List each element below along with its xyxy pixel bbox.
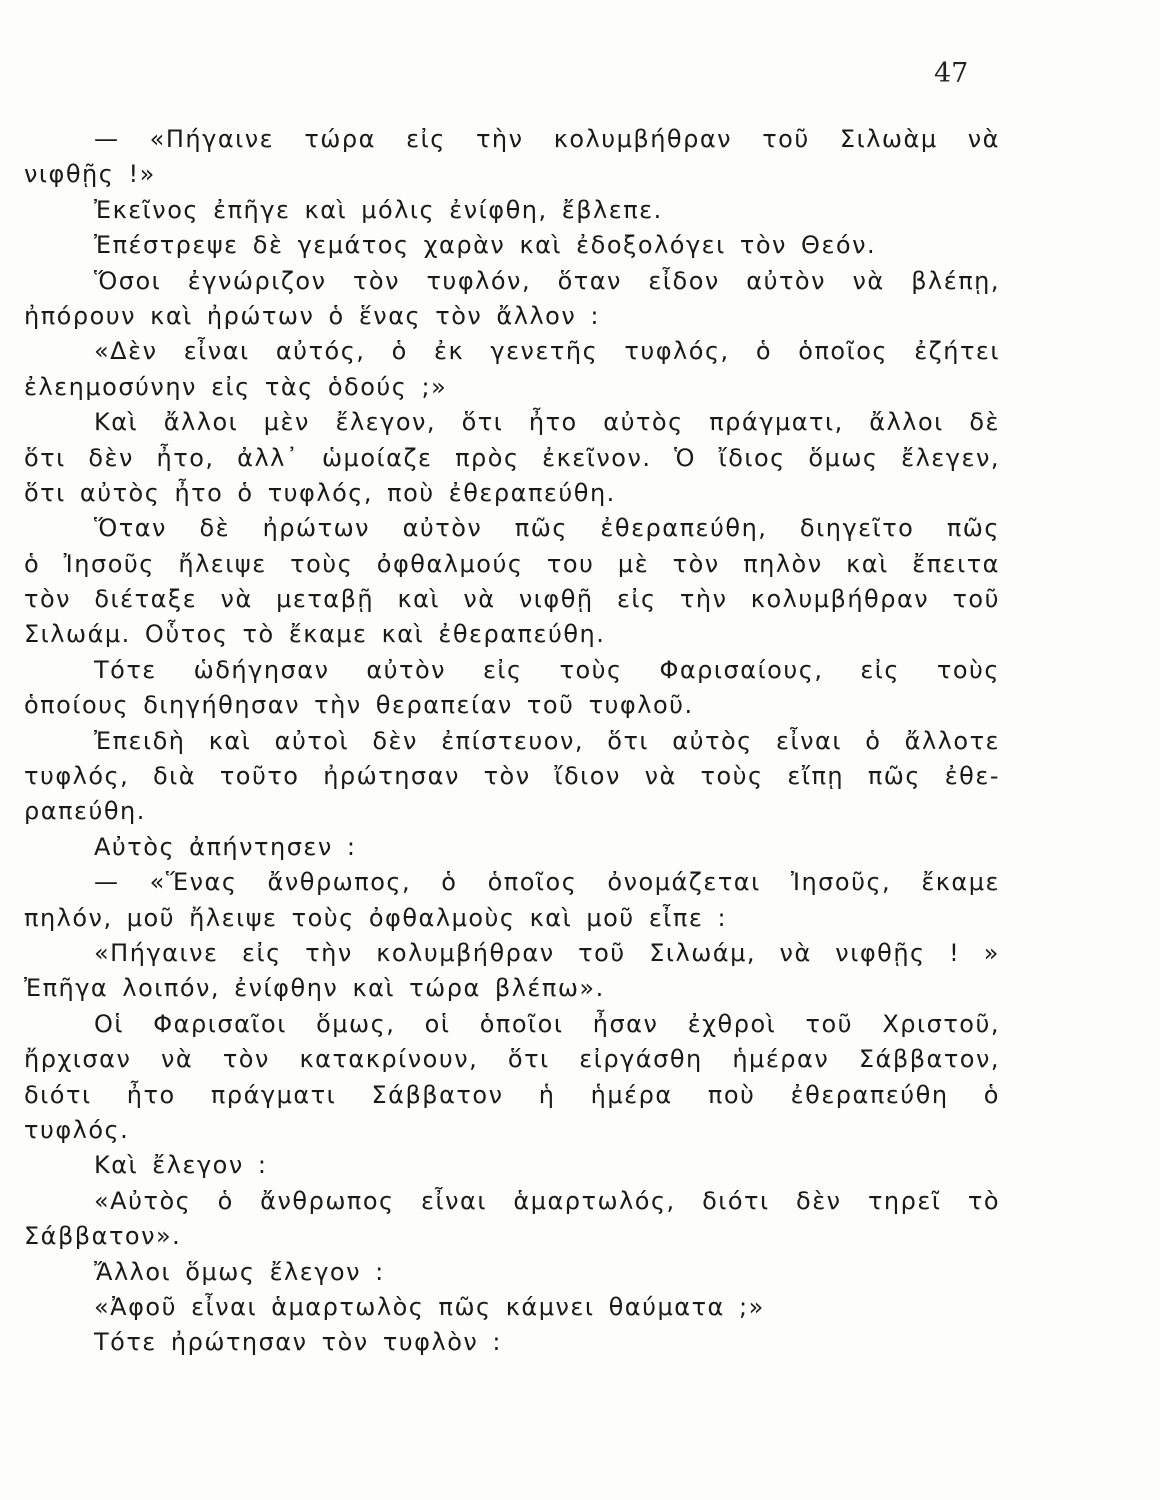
text-line: Καὶ ἔλεγον : [94, 1151, 268, 1180]
text-line: ὁποίους διηγήθησαν τὴν θεραπείαν τοῦ τυφλοῦ. [24, 691, 694, 720]
text-line: πηλόν, μοῦ ἤλειψε τοὺς ὀφθαλμοὺς καὶ μοῦ εἶπε : [24, 903, 728, 932]
body-text [24, 122, 1000, 1361]
text-line: — «Ἕνας ἄνθρωπος, ὁ ὁποῖος ὀνομάζεται Ἰησοῦς, ἔκαμε [94, 868, 1000, 897]
text-line: Ἐπειδὴ καὶ αὐτοὶ δὲν ἐπίστευον, ὅτι αὐτὸς εἶναι ὁ ἄλλοτε [94, 726, 1000, 755]
text-line: ὅτι αὐτὸς ἦτο ὁ τυφλός, ποὺ ἐθεραπεύθη. [24, 478, 616, 507]
text-line: τυφλός, διὰ τοῦτο ἠρώτησαν τὸν ἴδιον νὰ τοὺς εἴπῃ πῶς ἐθε- [24, 762, 1000, 791]
text-line: Οἱ Φαρισαῖοι ὅμως, οἱ ὁποῖοι ἦσαν ἐχθροὶ τοῦ Χριστοῦ, [94, 1009, 1000, 1038]
text-line: Ἐπῆγα λοιπόν, ἐνίφθην καὶ τώρα βλέπω». [24, 974, 605, 1003]
text-line: Τότε ὡδήγησαν αὐτὸν εἰς τοὺς Φαρισαίους, εἰς τοὺς [94, 655, 1000, 684]
text-line: «Ἀφοῦ εἶναι ἁμαρτωλὸς πῶς κάμνει θαύματα ;» [94, 1292, 765, 1321]
text-line: — «Πήγαινε τώρα εἰς τὴν κολυμβήθραν τοῦ Σιλωὰμ νὰ [94, 125, 1000, 153]
text-line: Ὅσοι ἐγνώριζον τὸν τυφλόν, ὅταν εἶδον αὐτὸν νὰ βλέπῃ, [94, 266, 1000, 295]
text-line: «Δὲν εἶναι αὐτός, ὁ ἐκ γενετῆς τυφλός, ὁ ὁποῖος ἐζήτει [94, 337, 1000, 366]
text-line: ἤρχισαν νὰ τὸν κατακρίνουν, ὅτι εἰργάσθη ἡμέραν Σάββατον, [24, 1045, 1000, 1074]
text-line: ὁ Ἰησοῦς ἤλειψε τοὺς ὀφθαλμούς του μὲ τὸν πηλὸν καὶ ἔπειτα [24, 549, 1000, 578]
text-line: νιφθῇς !» [24, 160, 156, 189]
text-line: «Πήγαινε εἰς τὴν κολυμβήθραν τοῦ Σιλωάμ, νὰ νιφθῇς ! » [94, 938, 1000, 967]
text-line: Ἐπέστρεψε δὲ γεμάτος χαρὰν καὶ ἐδοξολόγει τὸν Θεόν. [94, 231, 877, 260]
text-line: Ὅταν δὲ ἠρώτων αὐτὸν πῶς ἐθεραπεύθη, διηγεῖτο πῶς [94, 514, 1000, 543]
text-line: διότι ἦτο πράγματι Σάββατον ἡ ἡμέρα ποὺ ἐθεραπεύθη ὁ [24, 1080, 1000, 1109]
text-line: ὅτι δὲν ἦτο, ἀλλ᾽ ὡμοίαζε πρὸς ἐκεῖνον. Ὁ ἴδιος ὅμως ἔλεγεν, [24, 443, 1000, 472]
text-line: Τότε ἠρώτησαν τὸν τυφλὸν : [94, 1328, 503, 1357]
text-line: Ἄλλοι ὅμως ἔλεγον : [94, 1257, 385, 1286]
text-line: Σιλωάμ. Οὗτος τὸ ἔκαμε καὶ ἐθεραπεύθη. [24, 620, 606, 649]
text-line: Αὐτὸς ἀπήντησεν : [94, 832, 357, 861]
text-line: τυφλός. [24, 1115, 130, 1144]
text-line: τὸν διέταξε νὰ μεταβῇ καὶ νὰ νιφθῇ εἰς τὴν κολυμβήθραν τοῦ [24, 585, 1000, 614]
text-line: ἠπόρουν καὶ ἠρώτων ὁ ἕνας τὸν ἄλλον : [24, 301, 600, 330]
text-line: ραπεύθη. [24, 797, 146, 826]
text-line: ἐλεημοσύνην εἰς τὰς ὁδούς ;» [24, 372, 448, 401]
text-line: Ἐκεῖνος ἐπῆγε καὶ μόλις ἐνίφθη, ἔβλεπε. [94, 195, 663, 224]
page-number: 47 [934, 58, 969, 89]
text-line: «Αὐτὸς ὁ ἄνθρωπος εἶναι ἁμαρτωλός, διότι δὲν τηρεῖ τὸ [94, 1186, 1000, 1215]
text-line: Σάββατον». [24, 1222, 182, 1251]
text-line: Καὶ ἄλλοι μὲν ἔλεγον, ὅτι ἦτο αὐτὸς πράγματι, ἄλλοι δὲ [94, 408, 1000, 437]
